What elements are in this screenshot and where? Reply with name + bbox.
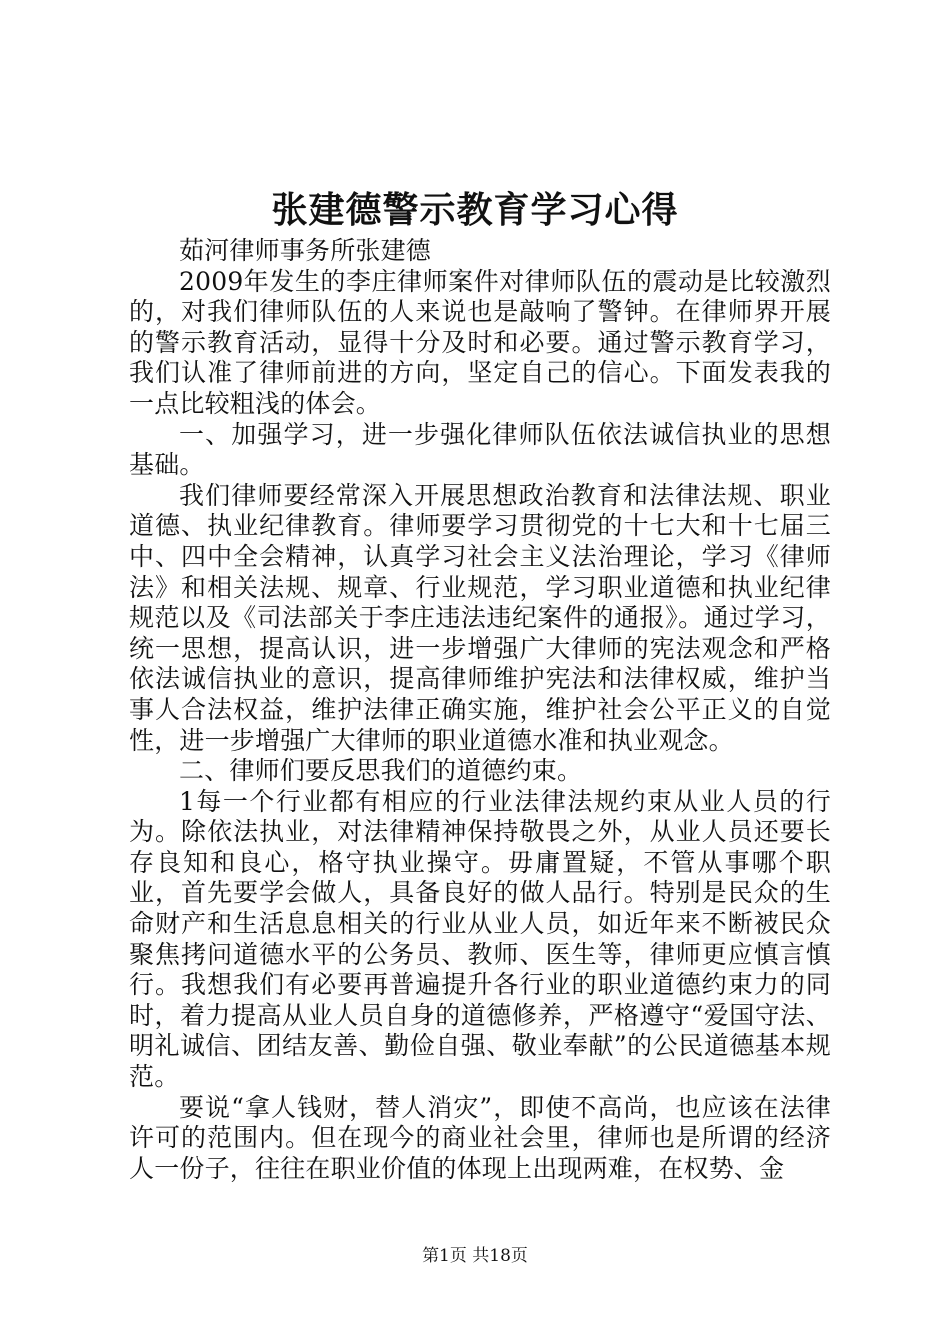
section-heading: 二、律师们要反思我们的道德约束。	[179, 756, 583, 786]
paragraph: 要说“拿人钱财，替人消灾”，即使不高尚，也应该在法律许可的范围内。但在现今的商业社会里，律师也是所谓的经济人一份子，往往在职业价值的体现上出现两难，在权势、金	[129, 1092, 831, 1183]
section-heading: 一、加强学习，进一步强化律师队伍依法诚信执业的思想基础。	[129, 419, 831, 480]
paragraph: 2009年发生的李庄律师案件对律师队伍的震动是比较激烈的，对我们律师队伍的人来说也是敲响了警钟。在律师界开展的警示教育活动，显得十分及时和必要。通过警示教育学习，我们认准了律师前进的方向，坚定自己的信心。下面发表我的一点比较粗浅的体会。	[129, 266, 831, 418]
page-footer: 第1页 共18页	[422, 1246, 528, 1266]
paragraph: 我们律师要经常深入开展思想政治教育和法律法规、职业道德、执业纪律教育。律师要学习贯彻党的十七大和十七届三中、四中全会精神，认真学习社会主义法治理论，学习《律师法》和相关法规、规章、行业规范，学习职业道德和执业纪律规范以及《司法部关于李庄违法违纪案件的通报》。通过学习，统一思想，提高认识，进一步增强广大律师的宪法观念和严格依法诚信执业的意识，提高律师维护宪法和法律权威，维护当事人合法权益，维护法律正确实施，维护社会公平正义的自觉性，进一步增强广大律师的职业道德水准和执业观念。	[129, 480, 831, 755]
document-title: 张建德警示教育学习心得	[271, 189, 679, 231]
author-line: 茹河律师事务所张建德	[179, 236, 432, 265]
paragraph: 1每一个行业都有相应的行业法律法规约束从业人员的行为。除依法执业，对法律精神保持敬畏之外，从业人员还要长存良知和良心，格守执业操守。毋庸置疑，不管从事哪个职业，首先要学会做人，具备良好的做人品行。特别是民众的生命财产和生活息息相关的行业从业人员，如近年来不断被民众聚焦拷问道德水平的公务员、教师、医生等，律师更应慎言慎行。我想我们有必要再普遍提升各行业的职业道德约束力的同时，着力提高从业人员自身的道德修养，严格遵守“爱国守法、明礼诚信、团结友善、勤俭自强、敬业奉献”的公民道德基本规范。	[129, 786, 831, 1092]
document-body	[129, 236, 831, 1184]
